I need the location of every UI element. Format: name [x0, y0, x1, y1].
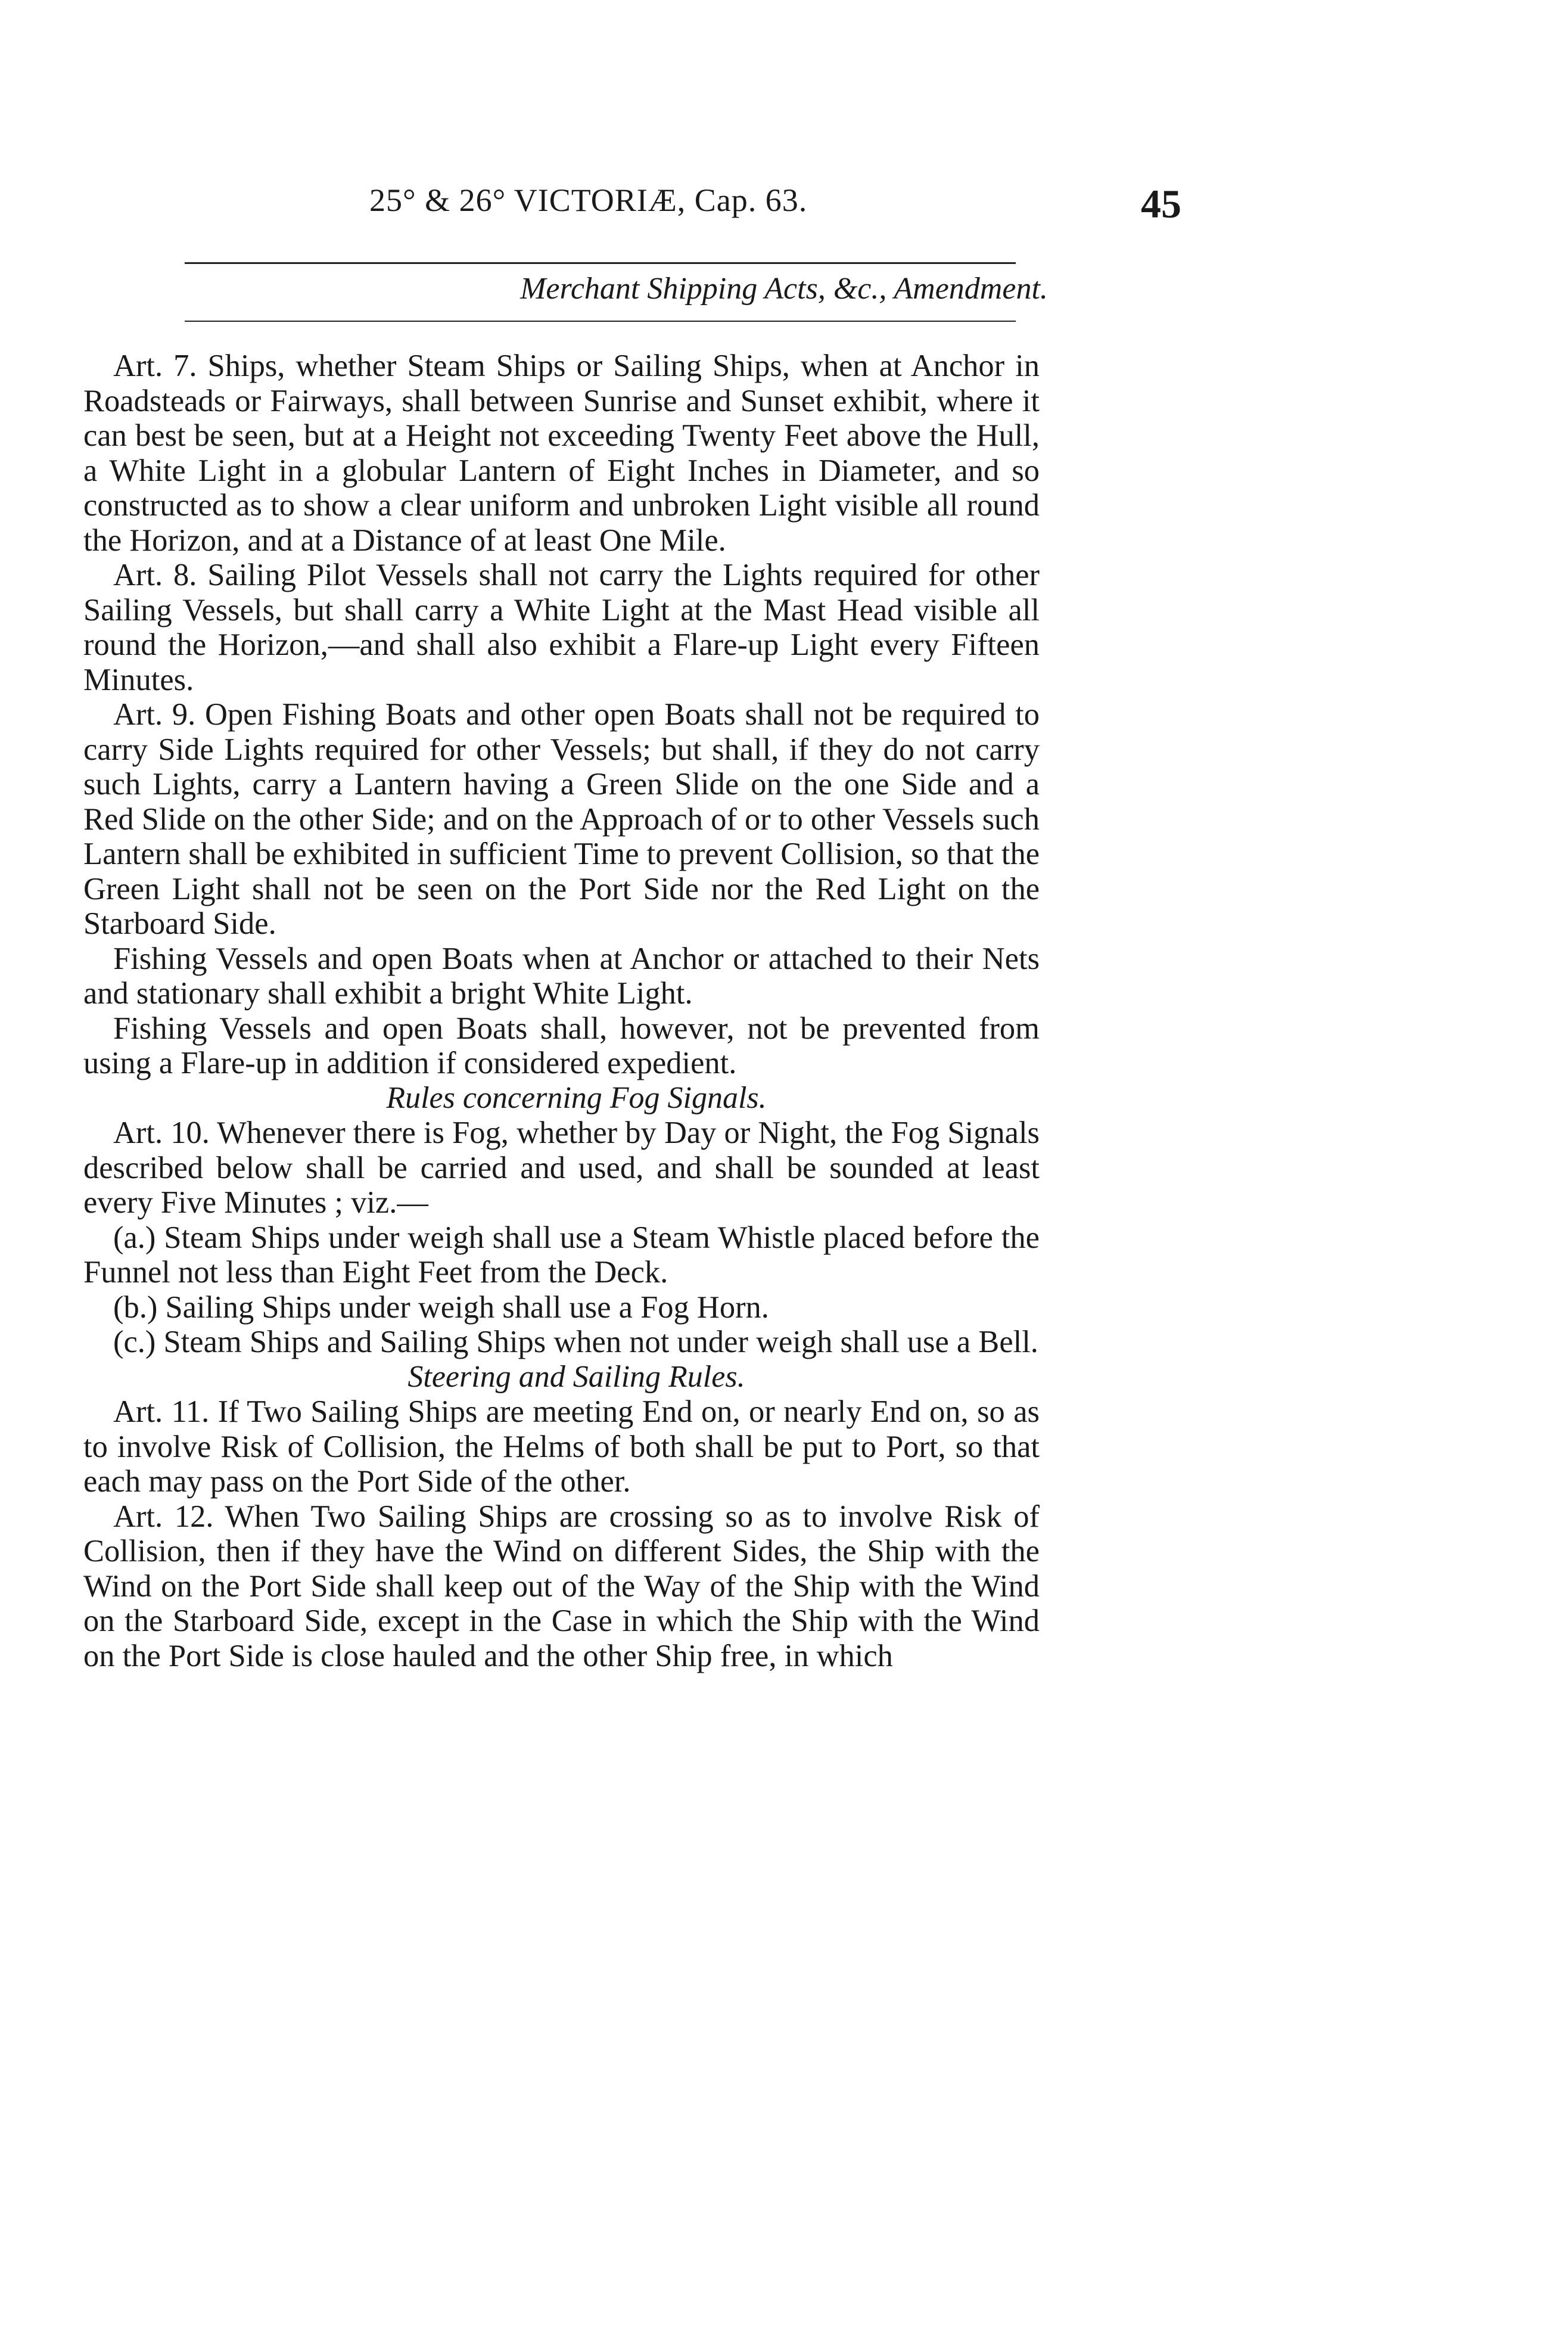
paragraph-art-10-b: (b.) Sailing Ships under weigh shall use a Fog Horn.	[113, 1290, 769, 1325]
paragraph-art-8: Art. 8. Sailing Pilot Vessels shall not carry the Lights required for other Sailing Vessels, but shall carry a White Light at the Mast Head visible all round the Horizon,—and shall also exhibit a Flare-up Light every Fifteen Minutes.	[83, 558, 1040, 697]
paragraph-art-11: Art. 11. If Two Sailing Ships are meeting End on, or nearly End on, so as to involve Risk of Collision, the Helms of both shall be put to Port, so that each may pass on the Port Side of the other.	[83, 1394, 1040, 1499]
paragraph-art-12: Art. 12. When Two Sailing Ships are crossing so as to involve Risk of Collision, then if they have the Wind on different Sides, the Ship with the Wind on the Port Side shall keep out of the Way of the Ship with the Wind on the Starboard Side, except in the Case in which the Ship with the Wind on the Port Side is close hauled and the other Ship free, in which	[83, 1499, 1040, 1673]
paragraph-art-10-c: (c.) Steam Ships and Sailing Ships when not under weigh shall use a Bell.	[113, 1325, 1038, 1359]
running-subhead: Merchant Shipping Acts, &c., Amendment.	[520, 272, 1048, 306]
header-rule-bottom	[185, 321, 1016, 322]
paragraph-art-9: Art. 9. Open Fishing Boats and other open Boats shall not be required to carry Side Lights required for other Vessels; but shall, if they do not carry such Lights, carry a Lantern having a Green Slide on the one Side and a Red Slide on the other Side; and on the Approach of or to other Vessels such Lantern shall be exhibited in sufficient Time to prevent Collision, so that the Green Light shall not be seen on the Port Side nor the Red Light on the Starboard Side.	[83, 697, 1040, 941]
paragraph-art-7: Art. 7. Ships, whether Steam Ships or Sailing Ships, when at Anchor in Roadsteads or Fairways, shall between Sunrise and Sunset exhibit, where it can best be seen, but at a Height not exceeding Twenty Feet above the Hull, a White Light in a globular Lantern of Eight Inches in Diameter, and so constructed as to show a clear uniform and unbroken Light visible all round the Horizon, and at a Distance of at least One Mile.	[83, 349, 1040, 558]
paragraph-fishing-anchor: Fishing Vessels and open Boats when at Anchor or attached to their Nets and stationary shall exhibit a bright White Light.	[83, 941, 1040, 1011]
paragraph-fishing-flare: Fishing Vessels and open Boats shall, however, not be prevented from using a Flare-up in addition if considered expedient.	[83, 1011, 1040, 1080]
section-heading-steering: Steering and Sailing Rules.	[407, 1359, 745, 1394]
paragraph-art-10-a: (a.) Steam Ships under weigh shall use a Steam Whistle placed before the Funnel not less than Eight Feet from the Deck.	[83, 1220, 1040, 1290]
section-heading-fog-signals: Rules concerning Fog Signals.	[386, 1080, 767, 1115]
page-number: 45	[1141, 181, 1181, 226]
running-title: 25° & 26° VICTORIÆ, Cap. 63.	[369, 182, 808, 218]
running-head	[0, 182, 1568, 229]
body-text	[83, 349, 1040, 1673]
paragraph-art-10: Art. 10. Whenever there is Fog, whether by Day or Night, the Fog Signals described below shall be carried and used, and shall be sounded at least every Five Minutes ; viz.—	[83, 1116, 1040, 1220]
header-rule-top	[185, 262, 1016, 264]
